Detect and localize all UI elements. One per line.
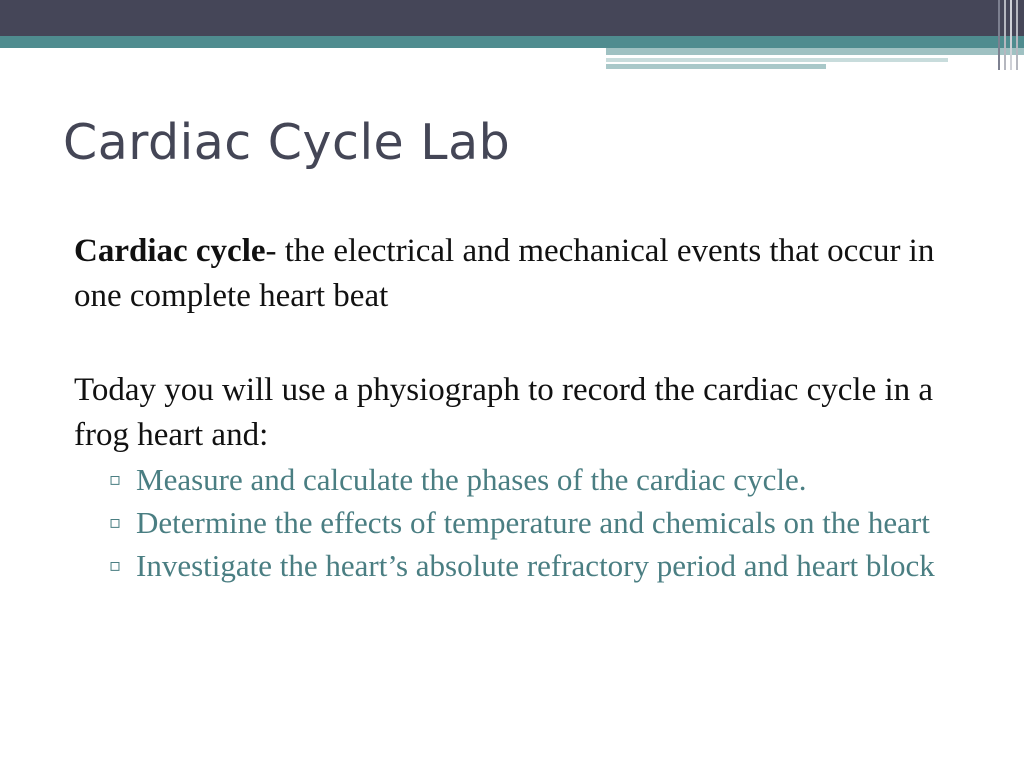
bullet-marker-icon: ▫ <box>109 555 122 576</box>
bullet-list <box>74 458 974 587</box>
header-vertical-stripes <box>992 0 1024 70</box>
bullet-marker-icon: ▫ <box>109 469 122 490</box>
header-bar-teal <box>0 36 1024 48</box>
list-item: ▫ Determine the effects of temperature and chemicals on the heart <box>74 501 974 544</box>
header-accent-bar <box>606 48 1024 55</box>
list-item: ▫ Investigate the heart’s absolute refractory period and heart block <box>74 544 974 587</box>
definition-text: - the electrical and mechanical events that occur in one complete heart beat <box>74 233 935 314</box>
header-bar-dark <box>0 0 1024 36</box>
bullet-marker-icon: ▫ <box>109 512 122 533</box>
intro-paragraph: Today you will use a physiograph to record the cardiac cycle in a frog heart and: <box>74 372 934 453</box>
slide-title: Cardiac Cycle Lab <box>63 114 511 171</box>
list-item: ▫ Measure and calculate the phases of the cardiac cycle. <box>74 458 974 501</box>
definition-paragraph <box>74 229 974 319</box>
header-accent-bar-thin <box>606 58 948 62</box>
slide-body <box>74 229 974 587</box>
header-accent-bar-short <box>606 64 826 69</box>
definition-term: Cardiac cycle <box>74 233 266 269</box>
